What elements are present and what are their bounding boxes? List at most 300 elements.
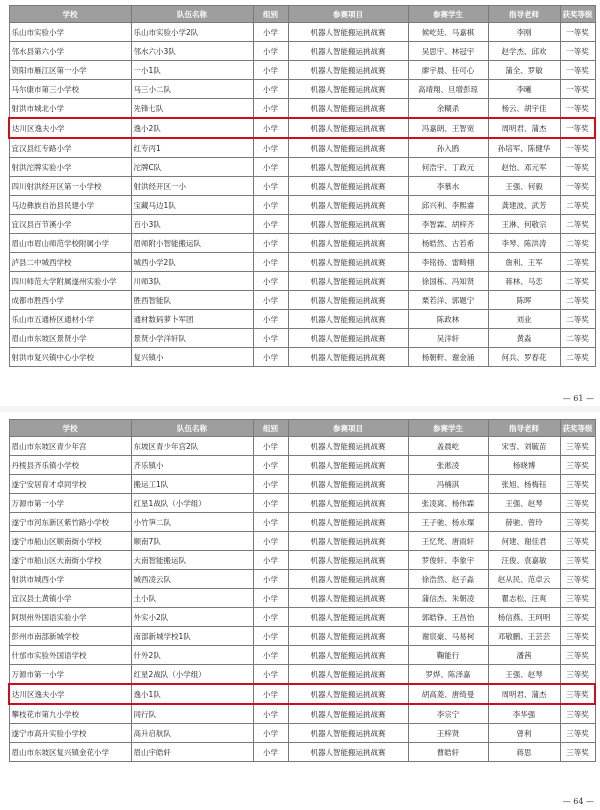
coach-cell: 曾利: [488, 724, 560, 743]
coach-cell: 张旭、杨梅钰: [488, 475, 560, 494]
school-cell: 丹棱县齐乐镇小学校: [9, 456, 131, 475]
table-row: [9, 291, 595, 310]
school-cell: 遂宁市船山区顺南街小学校: [9, 532, 131, 551]
coach-cell: 詹利、王军: [488, 253, 560, 272]
table-row: [9, 475, 595, 494]
event-cell: 机器人智能搬运挑战赛: [288, 196, 408, 215]
results-table: [8, 419, 596, 762]
coach-cell: 瞿志松、汪爽: [488, 589, 560, 608]
page-number: — 61 —: [562, 394, 594, 403]
team-cell: 外实小2队: [131, 608, 253, 627]
students-cell: 吴思宇、林冠宇: [408, 42, 488, 61]
group-cell: 小学: [253, 589, 288, 608]
event-cell: 机器人智能搬运挑战赛: [288, 177, 408, 196]
header-group: 组别: [253, 6, 288, 23]
table-row: [9, 158, 595, 177]
award-cell: 二等奖: [560, 291, 595, 310]
event-cell: 机器人智能搬运挑战赛: [288, 23, 408, 42]
award-cell: 一等奖: [560, 99, 595, 119]
group-cell: 小学: [253, 437, 288, 456]
group-cell: 小学: [253, 80, 288, 99]
group-cell: 小学: [253, 627, 288, 646]
header-students: 参赛学生: [408, 6, 488, 23]
event-cell: 机器人智能搬运挑战赛: [288, 158, 408, 177]
table-row: [9, 23, 595, 42]
event-cell: 机器人智能搬运挑战赛: [288, 475, 408, 494]
award-cell: 三等奖: [560, 437, 595, 456]
students-cell: 李宗宁: [408, 704, 488, 724]
event-cell: 机器人智能搬运挑战赛: [288, 80, 408, 99]
coach-cell: 李琴、陈洪涛: [488, 234, 560, 253]
group-cell: 小学: [253, 272, 288, 291]
team-cell: 乐山市实验小学2队: [131, 23, 253, 42]
event-cell: 机器人智能搬运挑战赛: [288, 348, 408, 367]
students-cell: 廖宇晨、任可心: [408, 61, 488, 80]
school-cell: 达川区逸夫小学: [9, 684, 131, 704]
team-cell: 眉师附小智能搬运队: [131, 234, 253, 253]
group-cell: 小学: [253, 158, 288, 177]
group-cell: 小学: [253, 646, 288, 665]
event-cell: 机器人智能搬运挑战赛: [288, 646, 408, 665]
team-cell: 南部新城学校1队: [131, 627, 253, 646]
award-cell: 三等奖: [560, 475, 595, 494]
table-row: [9, 329, 595, 348]
school-cell: 泸县二中城西学校: [9, 253, 131, 272]
students-cell: 邱兴利、李熙睿: [408, 196, 488, 215]
table-row: [9, 665, 595, 685]
table-row: [9, 348, 595, 367]
team-cell: 逸小1队: [131, 684, 253, 704]
event-cell: 机器人智能搬运挑战赛: [288, 291, 408, 310]
school-cell: 万源市第一小学: [9, 665, 131, 685]
coach-cell: 周明君、蒲杰: [488, 118, 560, 138]
table-row: [9, 437, 595, 456]
award-cell: 三等奖: [560, 532, 595, 551]
students-cell: 王忆梵、唐雨轩: [408, 532, 488, 551]
coach-cell: 蒋思: [488, 743, 560, 762]
award-cell: 二等奖: [560, 310, 595, 329]
award-cell: 二等奖: [560, 215, 595, 234]
coach-cell: 赵学杰、邱欢: [488, 42, 560, 61]
award-cell: 三等奖: [560, 646, 595, 665]
event-cell: 机器人智能搬运挑战赛: [288, 704, 408, 724]
event-cell: 机器人智能搬运挑战赛: [288, 253, 408, 272]
coach-cell: 赵从民、范卓云: [488, 570, 560, 589]
header-event: 参赛项目: [288, 6, 408, 23]
school-cell: 宜汉县百节溪小学: [9, 215, 131, 234]
team-cell: 顺南7队: [131, 532, 253, 551]
group-cell: 小学: [253, 704, 288, 724]
table-row: [9, 138, 595, 158]
students-cell: 王子驰、杨永璨: [408, 513, 488, 532]
school-cell: 什邡市实验外国语学校: [9, 646, 131, 665]
group-cell: 小学: [253, 665, 288, 685]
results-table: [8, 5, 596, 367]
team-cell: 一小1队: [131, 61, 253, 80]
coach-cell: 蒲全、罗敏: [488, 61, 560, 80]
team-cell: 川师3队: [131, 272, 253, 291]
team-cell: 景贤小学洋轩队: [131, 329, 253, 348]
award-cell: 一等奖: [560, 177, 595, 196]
award-cell: 三等奖: [560, 743, 595, 762]
school-cell: 彭州市南部新城学校: [9, 627, 131, 646]
coach-cell: 龚建波、武芳: [488, 196, 560, 215]
coach-cell: 李刚: [488, 23, 560, 42]
award-cell: 三等奖: [560, 589, 595, 608]
school-cell: 达川区逸夫小学: [9, 118, 131, 138]
event-cell: 机器人智能搬运挑战赛: [288, 570, 408, 589]
coach-cell: 何建、谢佳君: [488, 532, 560, 551]
event-cell: 机器人智能搬运挑战赛: [288, 118, 408, 138]
award-cell: 三等奖: [560, 513, 595, 532]
award-cell: 三等奖: [560, 724, 595, 743]
coach-cell: 汪俊、袁嘉敏: [488, 551, 560, 570]
students-cell: 罗俊轩、李象宇: [408, 551, 488, 570]
team-cell: 通材数码萝卜军团: [131, 310, 253, 329]
event-cell: 机器人智能搬运挑战赛: [288, 42, 408, 61]
team-cell: 邻水六小3队: [131, 42, 253, 61]
group-cell: 小学: [253, 23, 288, 42]
team-cell: 眉山宇皓轩: [131, 743, 253, 762]
students-cell: 何浩宇、丁政元: [408, 158, 488, 177]
header-event: 参赛项目: [288, 420, 408, 437]
award-cell: 二等奖: [560, 329, 595, 348]
school-cell: 射洪沱牌实验小学: [9, 158, 131, 177]
award-cell: 一等奖: [560, 80, 595, 99]
group-cell: 小学: [253, 348, 288, 367]
event-cell: 机器人智能搬运挑战赛: [288, 743, 408, 762]
team-cell: 城西凌云队: [131, 570, 253, 589]
table-row: [9, 99, 595, 119]
team-cell: 复兴镇小: [131, 348, 253, 367]
team-cell: 大南智能搬运队: [131, 551, 253, 570]
header-school: 学校: [9, 6, 131, 23]
coach-cell: 蒋林、马恋: [488, 272, 560, 291]
group-cell: 小学: [253, 743, 288, 762]
table-row: [9, 724, 595, 743]
school-cell: 阿坝州外国语实验小学: [9, 608, 131, 627]
group-cell: 小学: [253, 513, 288, 532]
students-cell: 蒲信杰、朱朝凌: [408, 589, 488, 608]
school-cell: 资阳市雁江区第一小学: [9, 61, 131, 80]
table-row: [9, 551, 595, 570]
header-students: 参赛学生: [408, 420, 488, 437]
students-cell: 李智霖、胡梓齐: [408, 215, 488, 234]
table-header-row: [9, 6, 595, 23]
students-cell: 郭皓铮、王昌怡: [408, 608, 488, 627]
school-cell: 宜汉县红专路小学: [9, 138, 131, 158]
students-cell: 高靖翔、旦增彭琼: [408, 80, 488, 99]
table-row: [9, 743, 595, 762]
event-cell: 机器人智能搬运挑战赛: [288, 99, 408, 119]
students-cell: 罗烨、陈泽嘉: [408, 665, 488, 685]
group-cell: 小学: [253, 253, 288, 272]
event-cell: 机器人智能搬运挑战赛: [288, 608, 408, 627]
event-cell: 机器人智能搬运挑战赛: [288, 589, 408, 608]
coach-cell: 杨晓博: [488, 456, 560, 475]
event-cell: 机器人智能搬运挑战赛: [288, 627, 408, 646]
coach-cell: 王强、何毅: [488, 177, 560, 196]
school-cell: 攀枝花市第九小学校: [9, 704, 131, 724]
award-cell: 一等奖: [560, 23, 595, 42]
students-cell: 冯嘉朗、王智宽: [408, 118, 488, 138]
header-coach: 指导老师: [488, 6, 560, 23]
group-cell: 小学: [253, 234, 288, 253]
team-cell: 齐乐镇小: [131, 456, 253, 475]
students-cell: 谢宸豪、马易柯: [408, 627, 488, 646]
award-cell: 三等奖: [560, 665, 595, 685]
students-cell: 曹皓轩: [408, 743, 488, 762]
group-cell: 小学: [253, 684, 288, 704]
award-cell: 二等奖: [560, 272, 595, 291]
school-cell: 眉山市东坡区青少年宫: [9, 437, 131, 456]
event-cell: 机器人智能搬运挑战赛: [288, 551, 408, 570]
group-cell: 小学: [253, 118, 288, 138]
school-cell: 四川射洪经开区第一小学校: [9, 177, 131, 196]
team-cell: 搬运工1队: [131, 475, 253, 494]
event-cell: 机器人智能搬运挑战赛: [288, 494, 408, 513]
award-cell: 三等奖: [560, 456, 595, 475]
table-row: [9, 456, 595, 475]
header-award: 获奖等级: [560, 420, 595, 437]
award-cell: 三等奖: [560, 570, 595, 589]
group-cell: 小学: [253, 310, 288, 329]
table-row: [9, 272, 595, 291]
school-cell: 眉山市眉山师范学校附属小学: [9, 234, 131, 253]
group-cell: 小学: [253, 532, 288, 551]
award-cell: 一等奖: [560, 42, 595, 61]
group-cell: 小学: [253, 724, 288, 743]
table-row: [9, 704, 595, 724]
table-row: [9, 61, 595, 80]
event-cell: 机器人智能搬运挑战赛: [288, 684, 408, 704]
award-cell: 一等奖: [560, 118, 595, 138]
students-cell: 候屹廷、马嘉棋: [408, 23, 488, 42]
team-cell: 百小3队: [131, 215, 253, 234]
team-cell: 红专丙1: [131, 138, 253, 158]
students-cell: 胡高菱、唐绮曼: [408, 684, 488, 704]
page-number: — 64 —: [562, 797, 594, 806]
award-cell: 一等奖: [560, 138, 595, 158]
event-cell: 机器人智能搬运挑战赛: [288, 310, 408, 329]
students-cell: 杨朝軒、谢金涌: [408, 348, 488, 367]
coach-cell: 薛驰、曾玲: [488, 513, 560, 532]
school-cell: 宜汉县土黄镇小学: [9, 589, 131, 608]
table-row: [9, 646, 595, 665]
page-separator: [0, 406, 600, 412]
event-cell: 机器人智能搬运挑战赛: [288, 272, 408, 291]
school-cell: 眉山市东坡区复兴镇金花小学: [9, 743, 131, 762]
event-cell: 机器人智能搬运挑战赛: [288, 456, 408, 475]
team-cell: 逸小2队: [131, 118, 253, 138]
school-cell: 射洪市复兴镇中心小学校: [9, 348, 131, 367]
school-cell: 遂宁安居育才卓同学校: [9, 475, 131, 494]
award-cell: 二等奖: [560, 348, 595, 367]
group-cell: 小学: [253, 551, 288, 570]
team-cell: 什外2队: [131, 646, 253, 665]
school-cell: 马尔康市第三小学校: [9, 80, 131, 99]
students-cell: 余糊杀: [408, 99, 488, 119]
team-cell: 马三小二队: [131, 80, 253, 99]
group-cell: 小学: [253, 215, 288, 234]
students-cell: 孙入鸥: [408, 138, 488, 158]
group-cell: 小学: [253, 99, 288, 119]
school-cell: 四川师范大学附属遂州实验小学: [9, 272, 131, 291]
highlighted-table-row: [9, 118, 595, 138]
coach-cell: 黄淼: [488, 329, 560, 348]
students-cell: 冯楠淇: [408, 475, 488, 494]
group-cell: 小学: [253, 42, 288, 61]
coach-cell: 孙培军、陈健华: [488, 138, 560, 158]
students-cell: 徐浩然、赵子淼: [408, 570, 488, 589]
table-row: [9, 253, 595, 272]
school-cell: 遂宁市河东新区紫竹路小学校: [9, 513, 131, 532]
school-cell: 万源市第一小学: [9, 494, 131, 513]
results-table-page-64: [8, 419, 594, 762]
school-cell: 乐山市五通桥区通材小学: [9, 310, 131, 329]
school-cell: 成都市胜西小学: [9, 291, 131, 310]
results-table-page-61: [8, 5, 594, 367]
students-cell: 栗若洋、郭题宁: [408, 291, 488, 310]
students-cell: 张淞凌: [408, 456, 488, 475]
students-cell: 徐国栋、冯知贤: [408, 272, 488, 291]
team-cell: 高升启航队: [131, 724, 253, 743]
students-cell: 李铭扬、雷畸栩: [408, 253, 488, 272]
header-group: 组别: [253, 420, 288, 437]
group-cell: 小学: [253, 61, 288, 80]
header-team: 队伍名称: [131, 420, 253, 437]
coach-cell: 宋雪、刘毓苗: [488, 437, 560, 456]
event-cell: 机器人智能搬运挑战赛: [288, 138, 408, 158]
highlighted-table-row: [9, 684, 595, 704]
coach-cell: 王淋、何敬宗: [488, 215, 560, 234]
coach-cell: 刘业: [488, 310, 560, 329]
table-row: [9, 627, 595, 646]
table-row: [9, 177, 595, 196]
award-cell: 二等奖: [560, 234, 595, 253]
school-cell: 遂宁市船山区大南街小学校: [9, 551, 131, 570]
team-cell: 土小队: [131, 589, 253, 608]
students-cell: 盖晨屹: [408, 437, 488, 456]
table-row: [9, 215, 595, 234]
group-cell: 小学: [253, 138, 288, 158]
group-cell: 小学: [253, 329, 288, 348]
team-cell: 射洪经开区一小: [131, 177, 253, 196]
award-cell: 三等奖: [560, 551, 595, 570]
table-row: [9, 80, 595, 99]
team-cell: 胜西智能队: [131, 291, 253, 310]
table-row: [9, 196, 595, 215]
coach-cell: 王强、赵琴: [488, 665, 560, 685]
table-row: [9, 608, 595, 627]
students-cell: 吴洋轩: [408, 329, 488, 348]
team-cell: 红星1战队（小学组）: [131, 494, 253, 513]
school-cell: 射洪市城北小学: [9, 99, 131, 119]
table-row: [9, 513, 595, 532]
award-cell: 三等奖: [560, 684, 595, 704]
students-cell: 鞠能行: [408, 646, 488, 665]
event-cell: 机器人智能搬运挑战赛: [288, 532, 408, 551]
team-cell: 同行队: [131, 704, 253, 724]
coach-cell: 王强、赵琴: [488, 494, 560, 513]
team-cell: 红星2战队（小学组）: [131, 665, 253, 685]
coach-cell: 何兵、罗春花: [488, 348, 560, 367]
school-cell: 乐山市实验小学: [9, 23, 131, 42]
table-row: [9, 589, 595, 608]
school-cell: 邻水县第六小学: [9, 42, 131, 61]
team-cell: 沱牌C队: [131, 158, 253, 177]
award-cell: 一等奖: [560, 61, 595, 80]
coach-cell: 赵怡、邓元军: [488, 158, 560, 177]
award-cell: 一等奖: [560, 158, 595, 177]
group-cell: 小学: [253, 494, 288, 513]
school-cell: 眉山市东坡区景贤小学: [9, 329, 131, 348]
coach-cell: 李曦: [488, 80, 560, 99]
event-cell: 机器人智能搬运挑战赛: [288, 665, 408, 685]
header-award: 获奖等级: [560, 6, 595, 23]
group-cell: 小学: [253, 291, 288, 310]
event-cell: 机器人智能搬运挑战赛: [288, 215, 408, 234]
table-row: [9, 494, 595, 513]
group-cell: 小学: [253, 475, 288, 494]
coach-cell: 潘茜: [488, 646, 560, 665]
event-cell: 机器人智能搬运挑战赛: [288, 724, 408, 743]
coach-cell: 周明君、蒲杰: [488, 684, 560, 704]
event-cell: 机器人智能搬运挑战赛: [288, 61, 408, 80]
header-team: 队伍名称: [131, 6, 253, 23]
event-cell: 机器人智能搬运挑战赛: [288, 437, 408, 456]
award-cell: 二等奖: [560, 253, 595, 272]
team-cell: 先锋七队: [131, 99, 253, 119]
team-cell: 城西小学2队: [131, 253, 253, 272]
coach-cell: 陈晖: [488, 291, 560, 310]
event-cell: 机器人智能搬运挑战赛: [288, 234, 408, 253]
award-cell: 三等奖: [560, 627, 595, 646]
coach-cell: 杨云、胡宇佳: [488, 99, 560, 119]
award-cell: 三等奖: [560, 704, 595, 724]
award-cell: 三等奖: [560, 494, 595, 513]
students-cell: 王梓贤: [408, 724, 488, 743]
group-cell: 小学: [253, 456, 288, 475]
award-cell: 二等奖: [560, 196, 595, 215]
header-school: 学校: [9, 420, 131, 437]
students-cell: 李慕水: [408, 177, 488, 196]
students-cell: 张凌离、杨伟霖: [408, 494, 488, 513]
table-row: [9, 234, 595, 253]
group-cell: 小学: [253, 570, 288, 589]
team-cell: 小竹笋二队: [131, 513, 253, 532]
school-cell: 遂宁市高升实验小学校: [9, 724, 131, 743]
group-cell: 小学: [253, 196, 288, 215]
table-row: [9, 570, 595, 589]
table-row: [9, 310, 595, 329]
students-cell: 杨皓然、古若希: [408, 234, 488, 253]
header-coach: 指导老师: [488, 420, 560, 437]
event-cell: 机器人智能搬运挑战赛: [288, 513, 408, 532]
team-cell: 宝藏马边1队: [131, 196, 253, 215]
school-cell: 马边彝族自治县民建小学: [9, 196, 131, 215]
students-cell: 陈政林: [408, 310, 488, 329]
coach-cell: 邓敬鹏、王芸芸: [488, 627, 560, 646]
event-cell: 机器人智能搬运挑战赛: [288, 329, 408, 348]
table-row: [9, 532, 595, 551]
group-cell: 小学: [253, 608, 288, 627]
school-cell: 射洪市城西小学: [9, 570, 131, 589]
coach-cell: 李华强: [488, 704, 560, 724]
table-row: [9, 42, 595, 61]
group-cell: 小学: [253, 177, 288, 196]
coach-cell: 杨信燕、王珂明: [488, 608, 560, 627]
